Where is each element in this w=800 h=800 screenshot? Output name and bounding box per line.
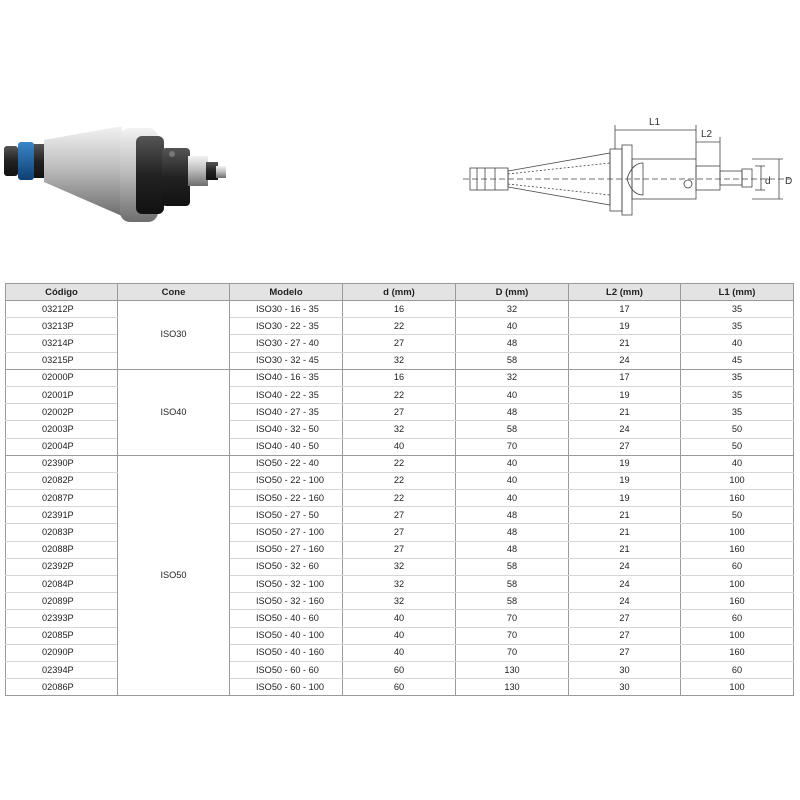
- cell-L2: 27: [569, 644, 681, 661]
- cell-modelo: ISO50 - 40 - 160: [230, 644, 343, 661]
- cell-L2: 30: [569, 679, 681, 696]
- cell-D: 48: [456, 404, 569, 421]
- cell-modelo: ISO50 - 27 - 100: [230, 524, 343, 541]
- cell-d: 16: [343, 301, 456, 318]
- cell-D: 40: [456, 490, 569, 507]
- cell-L2: 17: [569, 301, 681, 318]
- cell-D: 32: [456, 369, 569, 386]
- cell-L1: 160: [681, 593, 794, 610]
- table-row: [6, 301, 794, 318]
- cell-D: 58: [456, 593, 569, 610]
- cell-modelo: ISO50 - 40 - 100: [230, 627, 343, 644]
- cell-L2: 30: [569, 661, 681, 678]
- cell-L1: 35: [681, 318, 794, 335]
- table-row: [6, 369, 794, 386]
- cell-d: 60: [343, 679, 456, 696]
- cell-L1: 100: [681, 524, 794, 541]
- cell-L1: 35: [681, 301, 794, 318]
- cell-L1: 50: [681, 438, 794, 455]
- cell-L2: 19: [569, 386, 681, 403]
- cell-d: 40: [343, 610, 456, 627]
- cell-codigo: 02004P: [6, 438, 118, 455]
- cell-modelo: ISO40 - 22 - 35: [230, 386, 343, 403]
- cell-D: 70: [456, 438, 569, 455]
- dim-label-d: d: [765, 176, 771, 187]
- cell-codigo: 02084P: [6, 576, 118, 593]
- cell-D: 40: [456, 455, 569, 472]
- cell-modelo: ISO30 - 16 - 35: [230, 301, 343, 318]
- cell-modelo: ISO40 - 27 - 35: [230, 404, 343, 421]
- cell-codigo: 02393P: [6, 610, 118, 627]
- column-header-d: d (mm): [343, 284, 456, 301]
- cell-D: 40: [456, 472, 569, 489]
- cell-L1: 35: [681, 386, 794, 403]
- cell-L1: 45: [681, 352, 794, 369]
- cell-d: 27: [343, 524, 456, 541]
- cell-codigo: 02391P: [6, 507, 118, 524]
- cell-modelo: ISO30 - 32 - 45: [230, 352, 343, 369]
- cell-codigo: 02000P: [6, 369, 118, 386]
- cell-L2: 21: [569, 335, 681, 352]
- cell-L2: 19: [569, 455, 681, 472]
- cell-modelo: ISO50 - 22 - 40: [230, 455, 343, 472]
- cell-D: 70: [456, 627, 569, 644]
- cell-L2: 24: [569, 421, 681, 438]
- cell-codigo: 02085P: [6, 627, 118, 644]
- column-header-L1: L1 (mm): [681, 284, 794, 301]
- cell-D: 48: [456, 524, 569, 541]
- cell-d: 40: [343, 627, 456, 644]
- cell-D: 70: [456, 610, 569, 627]
- cell-codigo: 02003P: [6, 421, 118, 438]
- cell-modelo: ISO40 - 16 - 35: [230, 369, 343, 386]
- cell-codigo: 03213P: [6, 318, 118, 335]
- cell-d: 60: [343, 661, 456, 678]
- cell-codigo: 02394P: [6, 661, 118, 678]
- cell-D: 58: [456, 352, 569, 369]
- technical-drawing: [455, 105, 800, 230]
- column-header-D: D (mm): [456, 284, 569, 301]
- cell-modelo: ISO50 - 32 - 160: [230, 593, 343, 610]
- cell-d: 22: [343, 386, 456, 403]
- cell-d: 27: [343, 335, 456, 352]
- cell-modelo: ISO50 - 32 - 100: [230, 576, 343, 593]
- cell-L2: 24: [569, 558, 681, 575]
- cell-modelo: ISO50 - 22 - 100: [230, 472, 343, 489]
- cell-L1: 100: [681, 627, 794, 644]
- cell-d: 22: [343, 472, 456, 489]
- cell-L2: 17: [569, 369, 681, 386]
- cell-L1: 60: [681, 661, 794, 678]
- column-header-cone: Cone: [118, 284, 230, 301]
- cell-cone: ISO30: [118, 301, 230, 370]
- cell-D: 48: [456, 541, 569, 558]
- column-header-codigo: Código: [6, 284, 118, 301]
- cell-modelo: ISO50 - 60 - 60: [230, 661, 343, 678]
- cell-modelo: ISO50 - 27 - 50: [230, 507, 343, 524]
- table-row: [6, 455, 794, 472]
- cell-d: 27: [343, 541, 456, 558]
- cell-D: 48: [456, 507, 569, 524]
- cell-L1: 50: [681, 421, 794, 438]
- cell-D: 58: [456, 558, 569, 575]
- cell-L1: 100: [681, 472, 794, 489]
- cell-d: 32: [343, 558, 456, 575]
- cell-L1: 60: [681, 610, 794, 627]
- dim-label-D: D: [785, 176, 793, 187]
- cell-modelo: ISO50 - 22 - 160: [230, 490, 343, 507]
- cell-L2: 24: [569, 593, 681, 610]
- table-header-row: [6, 284, 794, 301]
- cell-D: 58: [456, 421, 569, 438]
- cell-L2: 21: [569, 524, 681, 541]
- cell-L1: 40: [681, 335, 794, 352]
- cell-L2: 19: [569, 490, 681, 507]
- cell-L2: 21: [569, 541, 681, 558]
- cell-codigo: 02392P: [6, 558, 118, 575]
- cell-D: 40: [456, 318, 569, 335]
- cell-D: 130: [456, 679, 569, 696]
- cell-d: 32: [343, 421, 456, 438]
- cell-modelo: ISO50 - 40 - 60: [230, 610, 343, 627]
- cell-L2: 21: [569, 507, 681, 524]
- product-photo: [0, 120, 240, 230]
- cell-d: 22: [343, 318, 456, 335]
- cell-L2: 24: [569, 352, 681, 369]
- cell-cone: ISO50: [118, 455, 230, 696]
- cell-modelo: ISO30 - 22 - 35: [230, 318, 343, 335]
- cell-L2: 27: [569, 610, 681, 627]
- table-body: [6, 301, 794, 696]
- cell-codigo: 03212P: [6, 301, 118, 318]
- cell-d: 40: [343, 438, 456, 455]
- column-header-L2: L2 (mm): [569, 284, 681, 301]
- cell-D: 58: [456, 576, 569, 593]
- cell-L2: 24: [569, 576, 681, 593]
- cell-L1: 100: [681, 576, 794, 593]
- cell-d: 22: [343, 455, 456, 472]
- dim-label-l1: L1: [649, 117, 661, 128]
- cell-modelo: ISO50 - 32 - 60: [230, 558, 343, 575]
- cell-L1: 35: [681, 369, 794, 386]
- cell-modelo: ISO50 - 27 - 160: [230, 541, 343, 558]
- cell-d: 40: [343, 644, 456, 661]
- cell-L1: 60: [681, 558, 794, 575]
- cell-codigo: 02002P: [6, 404, 118, 421]
- cell-D: 40: [456, 386, 569, 403]
- cell-d: 32: [343, 352, 456, 369]
- cell-codigo: 02082P: [6, 472, 118, 489]
- cell-modelo: ISO30 - 27 - 40: [230, 335, 343, 352]
- cell-codigo: 03214P: [6, 335, 118, 352]
- cell-codigo: 02083P: [6, 524, 118, 541]
- cell-L2: 19: [569, 472, 681, 489]
- cell-codigo: 02390P: [6, 455, 118, 472]
- cell-codigo: 02001P: [6, 386, 118, 403]
- cell-L1: 35: [681, 404, 794, 421]
- cell-D: 32: [456, 301, 569, 318]
- cell-L1: 160: [681, 541, 794, 558]
- cell-L2: 27: [569, 438, 681, 455]
- dim-label-l2: L2: [701, 129, 713, 140]
- cell-L1: 160: [681, 644, 794, 661]
- cell-cone: ISO40: [118, 369, 230, 455]
- cell-codigo: 03215P: [6, 352, 118, 369]
- cell-codigo: 02089P: [6, 593, 118, 610]
- cell-d: 27: [343, 507, 456, 524]
- cell-d: 22: [343, 490, 456, 507]
- cell-modelo: ISO40 - 32 - 50: [230, 421, 343, 438]
- cell-L2: 19: [569, 318, 681, 335]
- cell-D: 70: [456, 644, 569, 661]
- cell-L1: 100: [681, 679, 794, 696]
- cell-codigo: 02086P: [6, 679, 118, 696]
- spec-table: [5, 283, 794, 696]
- cell-d: 27: [343, 404, 456, 421]
- cell-modelo: ISO50 - 60 - 100: [230, 679, 343, 696]
- cell-codigo: 02088P: [6, 541, 118, 558]
- cell-modelo: ISO40 - 40 - 50: [230, 438, 343, 455]
- cell-D: 130: [456, 661, 569, 678]
- cell-codigo: 02090P: [6, 644, 118, 661]
- cell-L1: 160: [681, 490, 794, 507]
- cell-d: 32: [343, 593, 456, 610]
- cell-d: 32: [343, 576, 456, 593]
- cell-D: 48: [456, 335, 569, 352]
- cell-L2: 21: [569, 404, 681, 421]
- cell-codigo: 02087P: [6, 490, 118, 507]
- cell-L1: 50: [681, 507, 794, 524]
- cell-L2: 27: [569, 627, 681, 644]
- cell-d: 16: [343, 369, 456, 386]
- cell-L1: 40: [681, 455, 794, 472]
- column-header-modelo: Modelo: [230, 284, 343, 301]
